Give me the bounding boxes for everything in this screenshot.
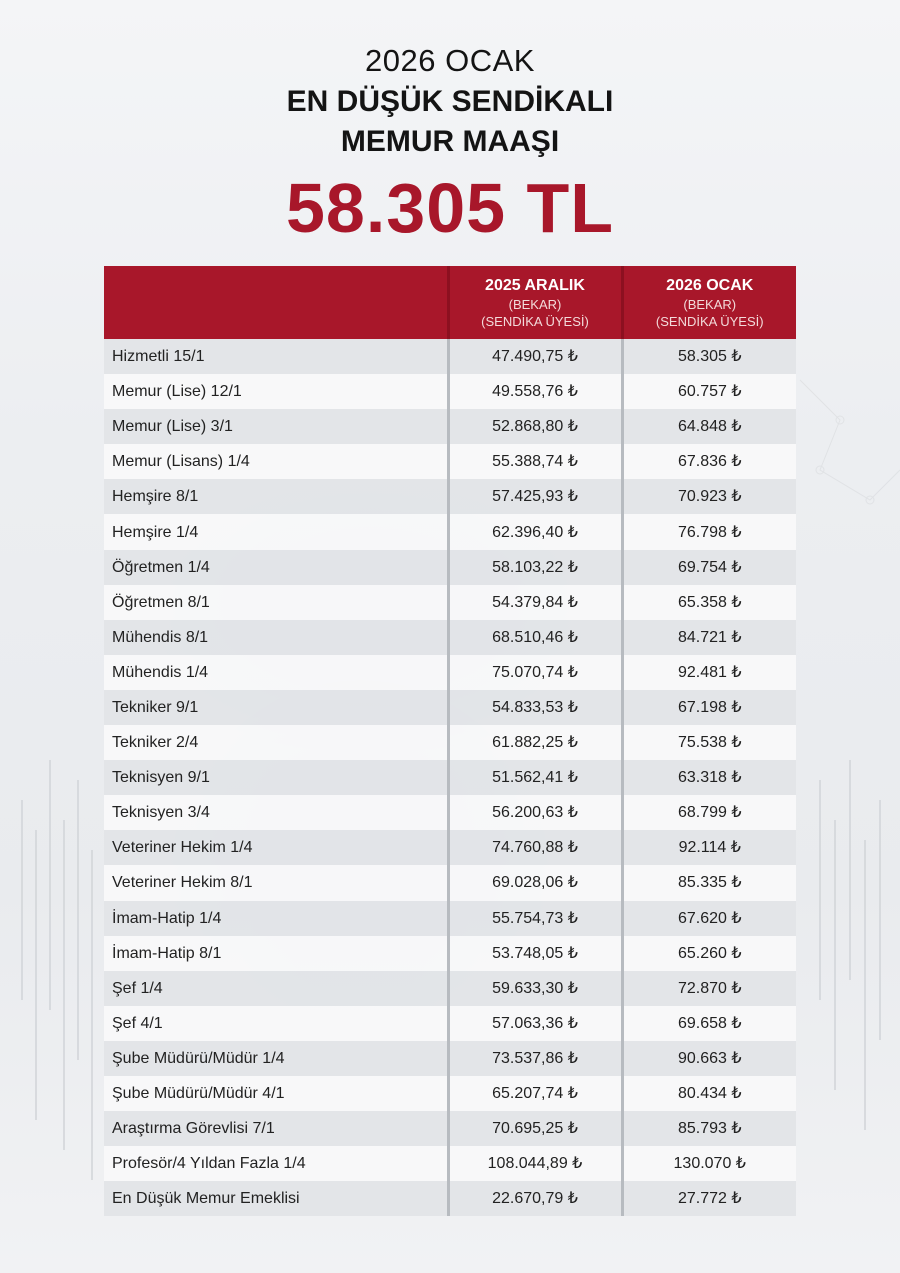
row-salary-jan-2026: 92.114 ₺ — [622, 830, 796, 865]
row-salary-jan-2026: 76.798 ₺ — [622, 514, 796, 549]
row-position-name: Veteriner Hekim 1/4 — [104, 830, 448, 865]
row-position-name: En Düşük Memur Emeklisi — [104, 1181, 448, 1216]
table-row — [104, 795, 796, 830]
row-salary-dec-2025: 70.695,25 ₺ — [448, 1111, 622, 1146]
row-position-name: Tekniker 2/4 — [104, 725, 448, 760]
row-position-name: Şube Müdürü/Müdür 1/4 — [104, 1041, 448, 1076]
row-salary-dec-2025: 58.103,22 ₺ — [448, 550, 622, 585]
row-salary-dec-2025: 55.754,73 ₺ — [448, 901, 622, 936]
row-salary-dec-2025: 68.510,46 ₺ — [448, 620, 622, 655]
table-body — [104, 339, 796, 1216]
salary-table-container — [104, 266, 796, 1216]
table-row — [104, 444, 796, 479]
table-row — [104, 550, 796, 585]
table-row — [104, 479, 796, 514]
header-jan-2026-sub2: (SENDİKA ÜYESİ) — [655, 313, 764, 329]
header-dec-2025-sub1: (BEKAR) — [508, 296, 562, 312]
table-row — [104, 971, 796, 1006]
row-position-name: Teknisyen 3/4 — [104, 795, 448, 830]
row-salary-dec-2025: 65.207,74 ₺ — [448, 1076, 622, 1111]
row-salary-jan-2026: 80.434 ₺ — [622, 1076, 796, 1111]
heading-title-line1: EN DÜŞÜK SENDİKALI — [286, 85, 614, 118]
row-position-name: Şube Müdürü/Müdür 4/1 — [104, 1076, 448, 1111]
row-salary-jan-2026: 65.260 ₺ — [622, 936, 796, 971]
table-row — [104, 690, 796, 725]
row-salary-jan-2026: 58.305 ₺ — [622, 339, 796, 374]
header-dec-2025-title: 2025 ARALIK — [485, 276, 585, 294]
row-salary-jan-2026: 85.335 ₺ — [622, 865, 796, 900]
row-salary-dec-2025: 56.200,63 ₺ — [448, 795, 622, 830]
table-row — [104, 830, 796, 865]
row-salary-dec-2025: 74.760,88 ₺ — [448, 830, 622, 865]
row-salary-dec-2025: 52.868,80 ₺ — [448, 409, 622, 444]
table-row — [104, 1006, 796, 1041]
row-position-name: İmam-Hatip 8/1 — [104, 936, 448, 971]
row-salary-jan-2026: 67.620 ₺ — [622, 901, 796, 936]
row-salary-jan-2026: 68.799 ₺ — [622, 795, 796, 830]
table-row — [104, 1111, 796, 1146]
header-jan-2026-sub1: (BEKAR) — [683, 296, 737, 312]
row-salary-dec-2025: 75.070,74 ₺ — [448, 655, 622, 690]
row-salary-dec-2025: 54.833,53 ₺ — [448, 690, 622, 725]
row-position-name: Memur (Lisans) 1/4 — [104, 444, 448, 479]
row-salary-jan-2026: 69.754 ₺ — [622, 550, 796, 585]
header-cell-position — [104, 266, 448, 339]
row-salary-dec-2025: 69.028,06 ₺ — [448, 865, 622, 900]
table-row — [104, 1181, 796, 1216]
table-row — [104, 585, 796, 620]
row-position-name: Hemşire 1/4 — [104, 514, 448, 549]
table-row — [104, 655, 796, 690]
row-salary-dec-2025: 57.425,93 ₺ — [448, 479, 622, 514]
table-row — [104, 409, 796, 444]
row-position-name: Memur (Lise) 12/1 — [104, 374, 448, 409]
row-salary-jan-2026: 130.070 ₺ — [622, 1146, 796, 1181]
row-salary-jan-2026: 65.358 ₺ — [622, 585, 796, 620]
header-cell-dec-2025 — [448, 266, 622, 339]
table-row — [104, 620, 796, 655]
header-dec-2025-sub2: (SENDİKA ÜYESİ) — [481, 313, 589, 329]
row-position-name: Teknisyen 9/1 — [104, 760, 448, 795]
row-position-name: Şef 1/4 — [104, 971, 448, 1006]
row-position-name: Hizmetli 15/1 — [104, 339, 448, 374]
row-salary-jan-2026: 27.772 ₺ — [622, 1181, 796, 1216]
row-salary-dec-2025: 53.748,05 ₺ — [448, 936, 622, 971]
header-jan-2026-title: 2026 OCAK — [666, 276, 754, 294]
row-salary-jan-2026: 67.836 ₺ — [622, 444, 796, 479]
page-heading — [0, 40, 900, 246]
row-position-name: Araştırma Görevlisi 7/1 — [104, 1111, 448, 1146]
row-position-name: Profesör/4 Yıldan Fazla 1/4 — [104, 1146, 448, 1181]
row-position-name: İmam-Hatip 1/4 — [104, 901, 448, 936]
row-position-name: Mühendis 8/1 — [104, 620, 448, 655]
row-position-name: Öğretmen 1/4 — [104, 550, 448, 585]
table-row — [104, 760, 796, 795]
salary-table — [104, 266, 796, 1216]
header-cell-jan-2026 — [622, 266, 796, 339]
row-position-name: Şef 4/1 — [104, 1006, 448, 1041]
row-salary-dec-2025: 55.388,74 ₺ — [448, 444, 622, 479]
row-salary-dec-2025: 59.633,30 ₺ — [448, 971, 622, 1006]
row-salary-jan-2026: 60.757 ₺ — [622, 374, 796, 409]
table-row — [104, 1041, 796, 1076]
row-salary-dec-2025: 47.490,75 ₺ — [448, 339, 622, 374]
table-row — [104, 901, 796, 936]
table-row — [104, 339, 796, 374]
row-salary-dec-2025: 61.882,25 ₺ — [448, 725, 622, 760]
table-row — [104, 936, 796, 971]
table-row — [104, 1146, 796, 1181]
row-salary-jan-2026: 64.848 ₺ — [622, 409, 796, 444]
row-position-name: Mühendis 1/4 — [104, 655, 448, 690]
row-salary-jan-2026: 75.538 ₺ — [622, 725, 796, 760]
row-salary-jan-2026: 70.923 ₺ — [622, 479, 796, 514]
row-salary-dec-2025: 54.379,84 ₺ — [448, 585, 622, 620]
row-salary-dec-2025: 51.562,41 ₺ — [448, 760, 622, 795]
row-salary-dec-2025: 108.044,89 ₺ — [448, 1146, 622, 1181]
table-row — [104, 865, 796, 900]
table-row — [104, 725, 796, 760]
row-position-name: Veteriner Hekim 8/1 — [104, 865, 448, 900]
table-header-row — [104, 266, 796, 339]
row-salary-dec-2025: 73.537,86 ₺ — [448, 1041, 622, 1076]
row-salary-jan-2026: 90.663 ₺ — [622, 1041, 796, 1076]
row-salary-dec-2025: 62.396,40 ₺ — [448, 514, 622, 549]
row-salary-jan-2026: 85.793 ₺ — [622, 1111, 796, 1146]
table-row — [104, 1076, 796, 1111]
row-salary-jan-2026: 72.870 ₺ — [622, 971, 796, 1006]
heading-date: 2026 OCAK — [365, 43, 535, 78]
row-salary-jan-2026: 92.481 ₺ — [622, 655, 796, 690]
row-salary-jan-2026: 63.318 ₺ — [622, 760, 796, 795]
row-position-name: Hemşire 8/1 — [104, 479, 448, 514]
row-salary-dec-2025: 49.558,76 ₺ — [448, 374, 622, 409]
table-row — [104, 514, 796, 549]
heading-title-line2: MEMUR MAAŞI — [340, 125, 560, 158]
row-salary-jan-2026: 67.198 ₺ — [622, 690, 796, 725]
row-salary-jan-2026: 69.658 ₺ — [622, 1006, 796, 1041]
table-row — [104, 374, 796, 409]
row-position-name: Tekniker 9/1 — [104, 690, 448, 725]
row-salary-dec-2025: 57.063,36 ₺ — [448, 1006, 622, 1041]
row-salary-dec-2025: 22.670,79 ₺ — [448, 1181, 622, 1216]
headline-amount: 58.305 TL — [285, 169, 615, 247]
row-salary-jan-2026: 84.721 ₺ — [622, 620, 796, 655]
row-position-name: Öğretmen 8/1 — [104, 585, 448, 620]
row-position-name: Memur (Lise) 3/1 — [104, 409, 448, 444]
